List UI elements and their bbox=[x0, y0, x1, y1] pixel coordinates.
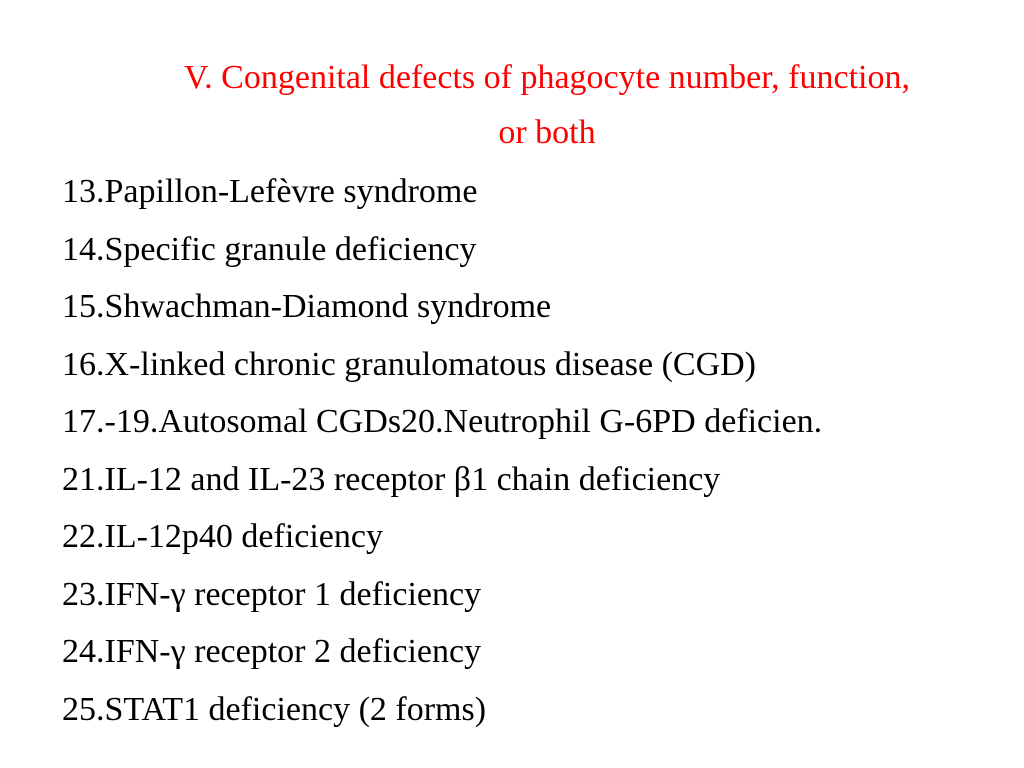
list-item: 24.IFN-γ receptor 2 deficiency bbox=[62, 633, 482, 670]
list-item: 16.X-linked chronic granulomatous disease (CGD) bbox=[62, 345, 756, 383]
list-item: 23.IFN-γ receptor 1 deficiency bbox=[62, 575, 482, 613]
slide-title bbox=[70, 50, 1024, 160]
slide-title-line-2: or both bbox=[498, 114, 596, 151]
list-item: 13.Papillon-Lefèvre syndrome bbox=[62, 173, 478, 210]
list-item: 14.Specific granule deficiency bbox=[62, 230, 477, 268]
list-item: 25.STAT1 deficiency (2 forms) bbox=[62, 690, 487, 728]
list-item: 21.IL-12 and IL-23 receptor β1 chain deficiency bbox=[62, 460, 721, 498]
list-item: 22.IL-12p40 deficiency bbox=[62, 518, 383, 555]
list-item: 17.-19.Autosomal CGDs20.Neutrophil G-6PD deficien. bbox=[62, 403, 823, 440]
list-item: 15.Shwachman-Diamond syndrome bbox=[62, 288, 552, 325]
defect-list bbox=[62, 163, 822, 738]
slide-title-line-1: V. Congenital defects of phagocyte number, function, bbox=[184, 59, 910, 96]
